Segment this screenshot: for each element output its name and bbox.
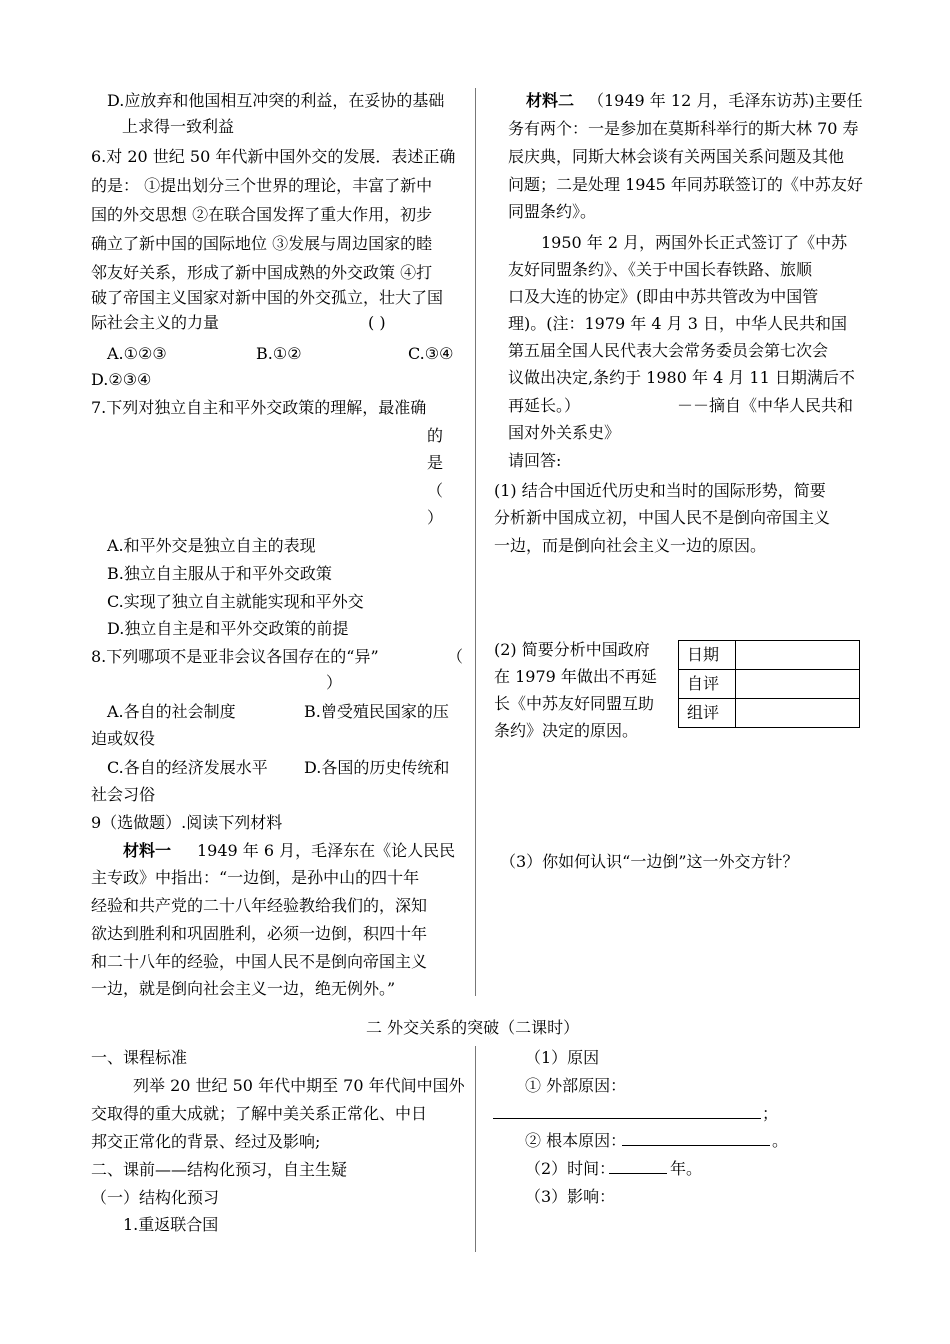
q7-wrap-char4: ） <box>427 508 444 527</box>
q6-line1: 6.对 20 世纪 50 年代新中国外交的发展．表述正确 <box>91 147 456 166</box>
subq1-line1: (1) 结合中国近代历史和当时的国际形势，简要 <box>494 481 826 500</box>
s2-root-blank-line[interactable] <box>622 1129 770 1151</box>
s2-root-period: 。 <box>772 1131 789 1150</box>
material2-label: 材料二 <box>526 91 575 110</box>
q8-line1: 8.下列哪项不是亚非会议各国存在的“异” <box>91 647 379 666</box>
subq1-line2: 分析新中国成立初，中国人民不是倒向帝国主义 <box>494 508 831 527</box>
q8-option-b-cont: 迫或奴役 <box>91 729 156 748</box>
material1-line5: 和二十八年的经验，中国人民不是倒向帝国主义 <box>91 952 428 971</box>
q8-option-b: B.曾受殖民国家的压 <box>304 702 449 721</box>
subq2-line3: 长《中苏友好同盟互助 <box>494 694 655 713</box>
score-label-self: 自评 <box>679 670 736 699</box>
q7-wrap-char2: 是 <box>427 453 444 472</box>
section2-title: 二 外交关系的突破（二课时） <box>366 1018 580 1037</box>
s2-heading3: （一）结构化预习 <box>91 1188 220 1207</box>
score-row-group <box>679 699 860 728</box>
material2-line1: （1949 年 12 月，毛泽东访苏)主要任 <box>588 91 863 110</box>
q8-option-c: C.各自的经济发展水平 <box>107 758 268 777</box>
q9-line1: 9（选做题）.阅读下列材料 <box>91 813 283 832</box>
q6-option-a: A.①②③ <box>107 344 167 363</box>
material1-line6: 一边，就是倒向社会主义一边，绝无例外。” <box>91 979 396 998</box>
q7-wrap-char3: （ <box>427 481 444 500</box>
column-divider-top <box>475 88 476 996</box>
score-row-self <box>679 670 860 699</box>
material2-line5: 同盟条约》。 <box>508 202 597 221</box>
q7-option-c: C.实现了独立自主就能实现和平外交 <box>107 592 364 611</box>
s2-heading1: 一、课程标准 <box>91 1048 188 1067</box>
q7-option-a: A.和平外交是独立自主的表现 <box>107 536 316 555</box>
score-label-date: 日期 <box>679 641 736 670</box>
q6-line3: 国的外交思想 ②在联合国发挥了重大作用，初步 <box>91 205 433 224</box>
q8-close-paren: ） <box>326 673 343 692</box>
q5-option-d-line2: 上求得一致利益 <box>122 117 235 136</box>
q6-answer-paren: ( ) <box>368 313 386 332</box>
material2-line8: 口及大连的协定》(即由中苏共管改为中国管 <box>508 287 819 306</box>
material2-line11: 议做出决定,条约于 1980 年 4 月 11 日期满后不 <box>508 368 855 387</box>
material1-line1: 1949 年 6 月，毛泽东在《论人民民 <box>197 841 456 860</box>
material1-label: 材料一 <box>123 841 172 860</box>
q6-option-c: C.③④ <box>408 344 454 363</box>
material1-line3: 经验和共产党的二十八年经验教给我们的，深知 <box>91 896 428 915</box>
material2-source: －－摘自《中华人民共和 <box>677 396 854 415</box>
s2-heading2: 二、课前——结构化预习，自主生疑 <box>91 1160 348 1179</box>
s2-item1: 1.重返联合国 <box>123 1215 219 1234</box>
material2-line6: 1950 年 2 月，两国外长正式签订了《中苏 <box>541 233 848 252</box>
q8-open-paren: （ <box>447 647 464 666</box>
s2-standard-line3: 邦交正常化的背景、经过及影响; <box>91 1132 321 1151</box>
q8-option-d: D.各国的历史传统和 <box>304 758 450 777</box>
q6-line6: 破了帝国主义国家对新中国的外交孤立，壮大了国 <box>91 288 444 307</box>
column-divider-bottom <box>475 1046 476 1252</box>
subq2-line2: 在 1979 年做出不再延 <box>494 667 657 686</box>
s2-external-semicolon: ； <box>762 1104 779 1123</box>
q6-option-d: D.②③④ <box>91 370 152 389</box>
s2-time: （2）时间： <box>525 1159 616 1178</box>
subq2-line4: 条约》决定的原因。 <box>494 721 639 740</box>
q7-option-b: B.独立自主服从于和平外交政策 <box>107 564 332 583</box>
score-row-date <box>679 641 860 670</box>
score-value-group[interactable] <box>736 699 860 728</box>
material2-line12: 再延长。） <box>508 396 581 415</box>
s2-standard-line2: 交取得的重大成就；了解中美关系正常化、中日 <box>91 1104 428 1123</box>
s2-external-blank-line[interactable] <box>493 1102 761 1124</box>
score-value-date[interactable] <box>736 641 860 670</box>
s2-standard-line1: 列举 20 世纪 50 年代中期至 70 年代间中国外 <box>133 1076 465 1095</box>
material2-line4: 问题；二是处理 1945 年同苏联签订的《中苏友好 <box>508 175 863 194</box>
s2-external-reason: ① 外部原因： <box>525 1076 627 1095</box>
q7-option-d: D.独立自主是和平外交政策的前提 <box>107 619 349 638</box>
score-label-group: 组评 <box>679 699 736 728</box>
material2-line10: 第五届全国人民代表大会常务委员会第七次会 <box>508 341 829 360</box>
q6-line4: 确立了新中国的国际地位 ③发展与周边国家的睦 <box>91 234 433 253</box>
material2-line2: 务有两个：一是参加在莫斯科举行的斯大林 70 寿 <box>508 119 859 138</box>
q5-option-d-line1: D.应放弃和他国相互冲突的利益，在妥协的基础 <box>107 91 445 110</box>
subq3: （3）你如何认识“一边倒”这一外交方针？ <box>500 852 799 871</box>
material2-line7: 友好同盟条约》、《关于中国长春铁路、旅顺 <box>508 260 813 279</box>
q6-line2: 的是： ①提出划分三个世界的理论，丰富了新中 <box>91 176 433 195</box>
s2-time-blank-line[interactable] <box>609 1157 667 1179</box>
material1-line4: 欲达到胜利和巩固胜利，必须一边倒，积四十年 <box>91 924 428 943</box>
s2-root-reason: ② 根本原因： <box>525 1131 627 1150</box>
q8-option-d-cont: 社会习俗 <box>91 785 156 804</box>
q7-wrap-char1: 的 <box>427 426 444 445</box>
q6-line5: 邻友好关系，形成了新中国成熟的外交政策 ④打 <box>91 263 433 282</box>
subq1-line3: 一边，而是倒向社会主义一边的原因。 <box>494 536 767 555</box>
subq2-line1: (2) 简要分析中国政府 <box>494 640 650 659</box>
material2-line9: 理)。(注：1979 年 4 月 3 日，中华人民共和国 <box>508 314 847 333</box>
score-value-self[interactable] <box>736 670 860 699</box>
score-table <box>678 640 860 728</box>
q6-option-b: B.①② <box>256 344 302 363</box>
answer-prompt: 请回答: <box>508 451 562 470</box>
q7-line1: 7.下列对独立自主和平外交政策的理解，最准确 <box>91 398 427 417</box>
q8-option-a: A.各自的社会制度 <box>107 702 236 721</box>
material2-line3: 辰庆典，同斯大林会谈有关两国关系问题及其他 <box>508 147 845 166</box>
material2-source-cont: 国对外关系史》 <box>508 423 621 442</box>
q6-line7: 际社会主义的力量 <box>91 313 220 332</box>
s2-time-year: 年。 <box>670 1159 703 1178</box>
s2-effect: （3）影响： <box>525 1187 616 1206</box>
s2-reason-heading: （1）原因 <box>525 1048 600 1067</box>
material1-line2: 主专政》中指出：“一边倒，是孙中山的四十年 <box>91 868 420 887</box>
